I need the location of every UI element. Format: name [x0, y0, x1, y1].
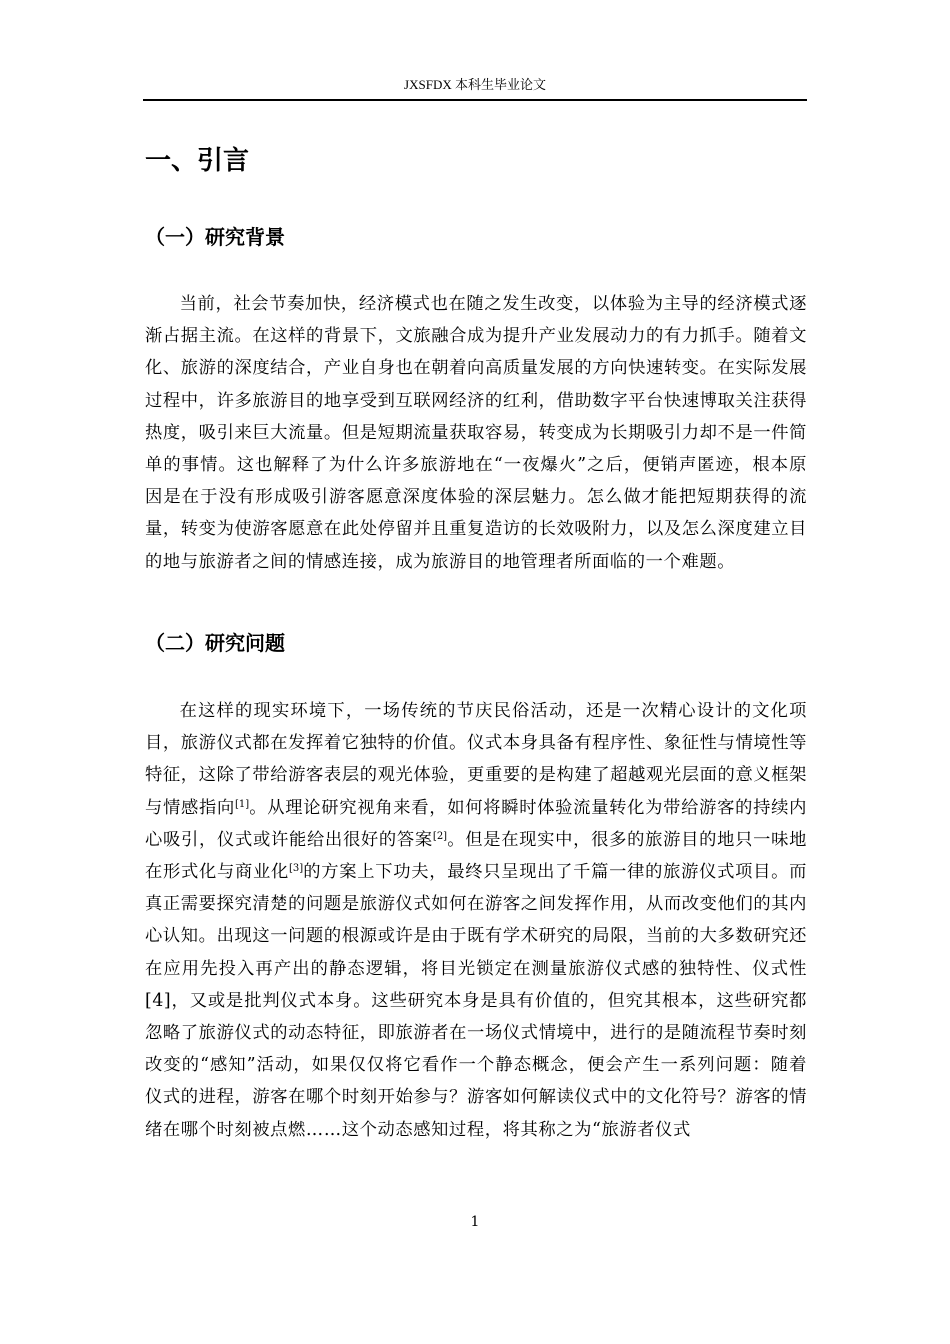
section-heading-background: （一）研究背景 [145, 225, 285, 249]
paragraph-text-3: 。但是在现实中，很多的旅游目的地只一味地在形式化与商业化 [145, 829, 807, 883]
citation-ref-1: [1] [234, 798, 250, 810]
section-heading-research-question: （二）研究问题 [145, 631, 285, 655]
paragraph-text-2: 。从理论研究视角来看，如何将瞬时体验流量转化为带给游客的持续内心吸引，仪式或许能给出很好的答案 [145, 797, 807, 850]
chapter-title: 一、引言 [145, 146, 250, 176]
header-divider [143, 99, 807, 101]
page-number: 1 [470, 1214, 480, 1230]
paragraph-text-1: 在这样的现实环境下，一场传统的节庆民俗活动，还是一次精心设计的文化项目，旅游仪式都在发挥着它独特的价值。仪式本身具备有程序性、象征性与情境性等特征，这除了带给游客表层的观光体验，更重要的是构建了超越观光层面的意义框架与情感指向 [145, 701, 807, 818]
citation-ref-2: [2] [432, 830, 448, 842]
running-header: JXSFDX 本科生毕业论文 [404, 77, 546, 92]
paragraph-text-4: 的方案上下功夫，最终只呈现出了千篇一律的旅游仪式项目。而真正需要探究清楚的问题是旅游仪式如何在游客之间发挥作用，从而改变他们的其内心认知。出现这一问题的根源或许是由于既有学术研究的局限，当前的大多数研究还在应用先投入再产出的静态逻辑，将目光锁定在测量旅游仪式感的独特性、仪式性[4]，又或是批判仪式本身。这些研究本身是具有价值的，但究其根本，这些研究都忽略了旅游仪式的动态特征，即旅游者在一场仪式情境中，进行的是随流程节奏时刻改变的“感知”活动，如果仅仅将它看作一个静态概念，便会产生一系列问题：随着仪式的进程，游客在哪个时刻开始参与？游客如何解读仪式中的文化符号？游客的情绪在哪个时刻被点燃……这个动态感知过程，将其称之为“旅游者仪式 [145, 862, 807, 1140]
citation-ref-3: [3] [288, 863, 304, 875]
paragraph-research-question [145, 695, 807, 1146]
paragraph-background: 当前，社会节奏加快，经济模式也在随之发生改变，以体验为主导的经济模式逐渐占据主流。在这样的背景下，文旅融合成为提升产业发展动力的有力抓手。随着文化、旅游的深度结合，产业自身也在朝着向高质量发展的方向快速转变。在实际发展过程中，许多旅游目的地享受到互联网经济的红利，借助数字平台快速博取关注获得热度，吸引来巨大流量。但是短期流量获取容易，转变成为长期吸引力却不是一件简单的事情。这也解释了为什么许多旅游地在“一夜爆火”之后，便销声匿迹，根本原因是在于没有形成吸引游客愿意深度体验的深层魅力。怎么做才能把短期获得的流量，转变为使游客愿意在此处停留并且重复造访的长效吸附力，以及怎么深度建立目的地与旅游者之间的情感连接，成为旅游目的地管理者所面临的一个难题。 [145, 294, 807, 572]
